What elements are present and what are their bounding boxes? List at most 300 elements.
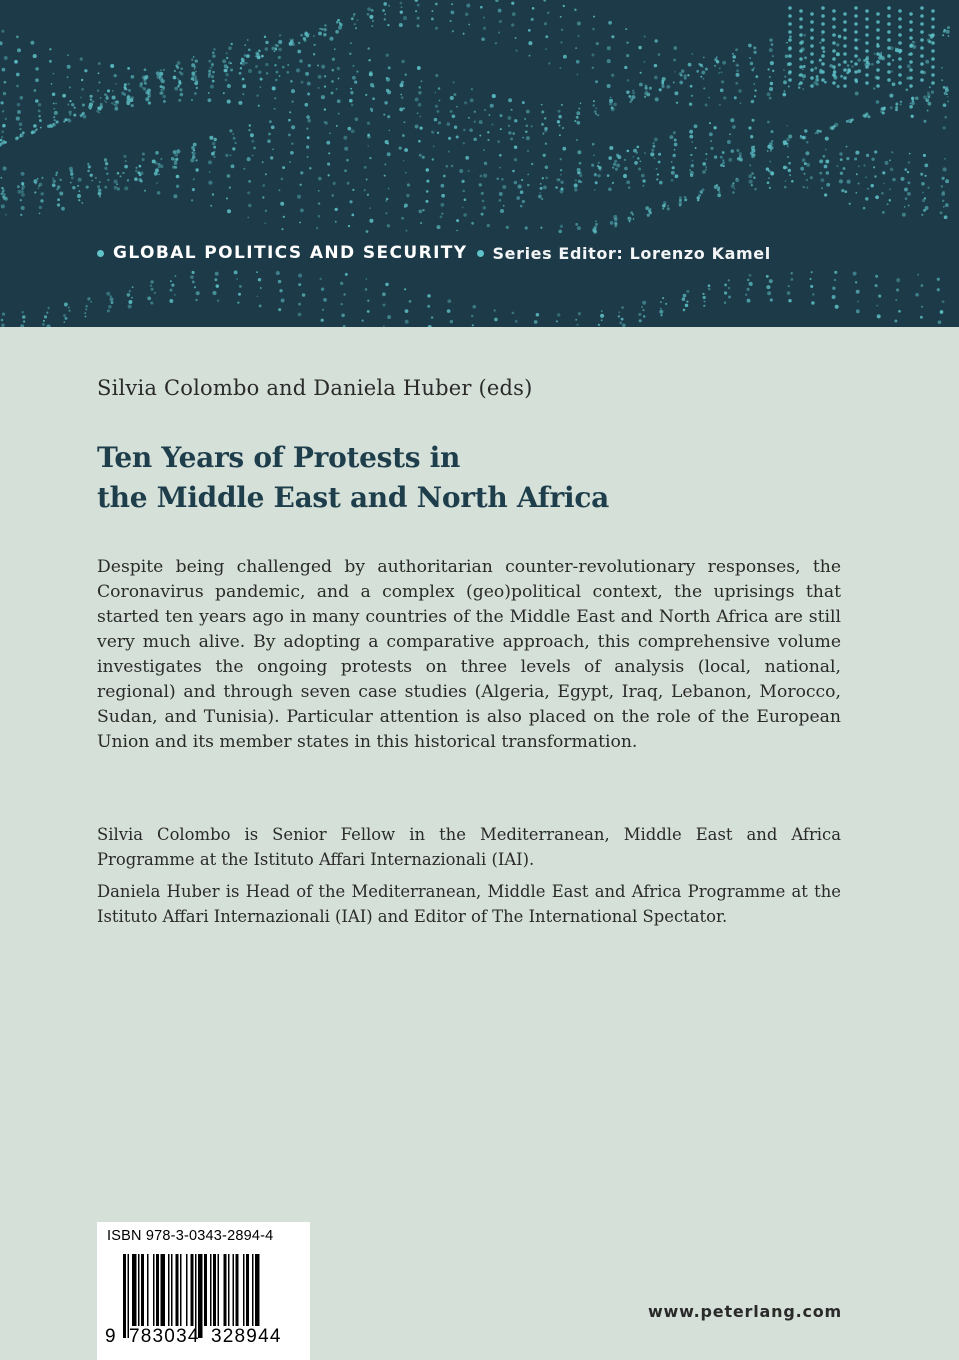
pattern-dot [417, 112, 419, 114]
pattern-dot [228, 46, 232, 50]
pattern-dot [632, 213, 634, 215]
pattern-dot [276, 44, 279, 47]
pattern-dot [560, 158, 562, 160]
pattern-dot [649, 87, 652, 90]
pattern-dot [643, 309, 645, 311]
pattern-dot [452, 30, 454, 32]
pattern-dot [274, 50, 276, 52]
pattern-dot [338, 26, 342, 30]
pattern-dot [616, 163, 620, 167]
pattern-dot [90, 98, 92, 100]
pattern-dot [87, 297, 90, 300]
pattern-dot [38, 115, 41, 118]
pattern-dot [304, 103, 308, 107]
pattern-dot [500, 209, 504, 213]
pattern-dot [921, 182, 925, 186]
pattern-dot [846, 146, 848, 148]
pattern-dot [911, 97, 914, 100]
pattern-dot [679, 81, 683, 85]
pattern-dot [369, 15, 373, 19]
pattern-dot [749, 57, 751, 59]
pattern-dot [35, 182, 37, 184]
pattern-dot [931, 41, 935, 45]
pattern-dot [0, 41, 3, 45]
pattern-dot [179, 88, 182, 91]
pattern-dot [727, 140, 731, 144]
pattern-dot [86, 186, 89, 189]
pattern-dot [824, 81, 827, 84]
pattern-dot [882, 111, 885, 114]
pattern-dot [114, 74, 117, 77]
pattern-dot [161, 89, 163, 91]
pattern-dot [85, 305, 88, 308]
pattern-dot [560, 169, 562, 171]
pattern-dot [474, 111, 476, 113]
pattern-dot [641, 174, 645, 178]
pattern-dot [255, 65, 258, 68]
pattern-dot [306, 115, 310, 119]
pattern-dot [52, 180, 56, 184]
barcode-digits-left: 783034 [129, 1326, 200, 1347]
pattern-dot [840, 172, 843, 175]
pattern-dot [17, 103, 20, 106]
pattern-dot [558, 230, 562, 234]
pattern-dot [386, 54, 389, 57]
pattern-dot [931, 81, 935, 85]
pattern-dot [697, 196, 700, 199]
pattern-dot [691, 95, 693, 97]
pattern-dot [53, 102, 55, 104]
pattern-dot [876, 28, 880, 32]
pattern-dot [404, 288, 406, 290]
pattern-dot [734, 188, 736, 190]
pattern-dot [384, 18, 386, 20]
pattern-dot [754, 95, 756, 97]
pattern-dot [179, 82, 182, 85]
pattern-dot [674, 143, 678, 147]
pattern-dot [222, 59, 226, 63]
pattern-dot [873, 166, 875, 168]
pattern-dot [592, 28, 594, 30]
pattern-dot [876, 305, 878, 307]
pattern-dot [271, 47, 275, 51]
pattern-dot [436, 225, 440, 229]
pattern-dot [736, 69, 739, 72]
pattern-dot [814, 67, 817, 70]
pattern-dot [614, 218, 618, 222]
pattern-dot [316, 227, 318, 229]
pattern-dot [887, 54, 891, 58]
pattern-dot [821, 6, 825, 10]
pattern-dot [52, 93, 56, 97]
pattern-dot [526, 136, 530, 140]
pattern-dot [264, 47, 268, 51]
pattern-dot [69, 114, 71, 116]
pattern-dot [213, 146, 216, 149]
pattern-dot [257, 55, 261, 59]
pattern-dot [788, 6, 792, 10]
pattern-dot [307, 93, 310, 96]
pattern-dot [718, 191, 720, 193]
pattern-dot [944, 158, 946, 160]
pattern-dot [309, 167, 312, 170]
pattern-dot [786, 125, 788, 127]
pattern-dot [479, 183, 482, 186]
pattern-dot [352, 76, 356, 80]
pattern-dot [769, 76, 771, 78]
pattern-dot [97, 89, 99, 91]
pattern-dot [211, 75, 214, 78]
pattern-dot [579, 172, 581, 174]
pattern-dot [575, 319, 577, 321]
pattern-dot [909, 52, 913, 56]
pattern-dot [148, 101, 151, 104]
pattern-dot [691, 164, 694, 167]
pattern-dot [500, 114, 503, 117]
pattern-dot [344, 169, 347, 172]
pattern-dot [555, 186, 558, 189]
pattern-dot [839, 179, 843, 183]
pattern-dot [450, 320, 453, 323]
pattern-dot [282, 228, 284, 230]
pattern-dot [209, 136, 213, 140]
pattern-dot [191, 146, 195, 150]
pattern-dot [42, 323, 45, 326]
pattern-dot [322, 309, 324, 311]
pattern-dot [431, 10, 433, 12]
pattern-dot [349, 99, 353, 103]
pattern-dot [448, 151, 450, 153]
pattern-dot [432, 158, 434, 160]
pattern-dot [942, 191, 945, 194]
pattern-dot [892, 178, 895, 181]
pattern-dot [843, 52, 847, 56]
pattern-dot [520, 205, 523, 208]
pattern-dot [64, 303, 68, 307]
pattern-dot [126, 101, 130, 105]
pattern-dot [208, 181, 212, 185]
pattern-dot [115, 83, 117, 85]
pattern-dot [214, 278, 217, 281]
pattern-dot [783, 166, 787, 170]
pattern-dot [114, 103, 116, 105]
pattern-dot [522, 137, 524, 139]
pattern-dot [156, 71, 160, 75]
pattern-dot [417, 24, 420, 27]
pattern-dot [536, 313, 540, 317]
pattern-dot [265, 41, 268, 44]
pattern-dot [921, 306, 923, 308]
pattern-dot [931, 57, 935, 61]
pattern-dot [621, 318, 624, 321]
pattern-dot [681, 69, 685, 73]
pattern-dot [783, 143, 785, 145]
pattern-dot [645, 87, 648, 90]
pattern-dot [514, 181, 517, 184]
pattern-dot [160, 79, 164, 83]
pattern-dot [163, 69, 165, 71]
pattern-dot [923, 120, 926, 123]
barcode-bar [138, 1254, 140, 1326]
pattern-dot [638, 46, 641, 49]
pattern-dot [225, 73, 228, 76]
pattern-dot [920, 316, 923, 319]
pattern-dot [226, 197, 228, 199]
pattern-dot [920, 30, 924, 34]
pattern-dot [508, 125, 510, 127]
pattern-dot [643, 61, 645, 63]
pattern-dot [667, 205, 669, 207]
pattern-dot [819, 131, 821, 133]
pattern-dot [190, 158, 194, 162]
pattern-dot [471, 88, 473, 90]
pattern-dot [755, 75, 758, 78]
pattern-dot [624, 159, 626, 161]
pattern-dot [21, 206, 25, 210]
pattern-dot [811, 301, 814, 304]
pattern-dot [388, 130, 390, 132]
pattern-dot [560, 41, 562, 43]
pattern-dot [787, 145, 789, 147]
pattern-dot [705, 166, 707, 168]
pattern-dot [909, 36, 913, 40]
pattern-dot [855, 192, 857, 194]
pattern-dot [579, 162, 582, 165]
pattern-dot [647, 214, 650, 217]
pattern-dot [441, 203, 445, 207]
pattern-dot [110, 64, 114, 68]
pattern-dot [580, 103, 582, 105]
pattern-dot [244, 44, 246, 46]
pattern-dot [355, 117, 359, 121]
pattern-dot [816, 83, 819, 86]
pattern-dot [928, 40, 931, 43]
pattern-dot [65, 119, 67, 121]
pattern-dot [33, 54, 37, 58]
series-line [97, 243, 771, 263]
pattern-dot [227, 209, 231, 213]
pattern-dot [403, 107, 405, 109]
pattern-dot [2, 68, 6, 72]
pattern-dot [30, 41, 34, 45]
pattern-dot [337, 67, 340, 70]
pattern-dot [247, 217, 249, 219]
pattern-dot [256, 271, 258, 273]
pattern-dot [700, 76, 702, 78]
pattern-dot [366, 230, 369, 233]
pattern-dot [626, 42, 628, 44]
pattern-dot [607, 59, 611, 63]
pattern-dot [905, 88, 908, 91]
pattern-dot [405, 172, 407, 174]
pattern-dot [63, 121, 65, 123]
pattern-dot [415, 125, 419, 129]
pattern-dot [451, 165, 454, 168]
pattern-dot [337, 99, 341, 103]
pattern-dot [854, 54, 858, 58]
pattern-dot [107, 309, 110, 312]
pattern-dot [464, 198, 467, 201]
pattern-dot [37, 187, 39, 189]
pattern-dot [332, 58, 335, 61]
pattern-dot [426, 190, 429, 193]
pattern-dot [191, 199, 193, 201]
pattern-dot [652, 142, 655, 145]
pattern-dot [595, 220, 597, 222]
pattern-dot [15, 137, 19, 141]
pattern-dot [802, 68, 804, 70]
pattern-dot [435, 105, 438, 108]
barcode-bar [191, 1254, 194, 1326]
pattern-dot [548, 62, 550, 64]
pattern-dot [95, 177, 97, 179]
pattern-dot [931, 17, 935, 21]
pattern-dot [194, 286, 196, 288]
pattern-dot [876, 84, 880, 88]
pattern-dot [117, 187, 120, 190]
pattern-dot [145, 97, 149, 101]
pattern-dot [594, 174, 596, 176]
pattern-dot [753, 146, 755, 148]
pattern-dot [643, 315, 645, 317]
pattern-dot [403, 160, 405, 162]
pattern-dot [788, 285, 790, 287]
pattern-dot [170, 280, 172, 282]
pattern-dot [947, 26, 950, 29]
pattern-dot [491, 123, 493, 125]
pattern-dot [900, 103, 902, 105]
pattern-dot [426, 168, 429, 171]
pattern-dot [174, 166, 177, 169]
pattern-dot [701, 71, 705, 75]
pattern-dot [720, 156, 723, 159]
pattern-dot [832, 65, 836, 69]
pattern-dot [890, 168, 894, 172]
pattern-dot [154, 172, 158, 176]
pattern-dot [175, 158, 178, 161]
pattern-dot [850, 60, 852, 62]
pattern-dot [191, 63, 195, 67]
pattern-dot [768, 170, 771, 173]
pattern-dot [673, 46, 677, 50]
dotted-pattern [0, 0, 959, 327]
pattern-dot [671, 161, 673, 163]
pattern-dot [53, 73, 55, 75]
pattern-dot [483, 206, 486, 209]
pattern-dot [174, 87, 178, 91]
pattern-dot [239, 72, 242, 75]
pattern-dot [81, 202, 83, 204]
pattern-dot [355, 27, 357, 29]
pattern-dot [683, 309, 686, 312]
pattern-dot [865, 41, 869, 45]
pattern-dot [863, 207, 866, 210]
pattern-dot [387, 24, 389, 26]
pattern-dot [812, 293, 814, 295]
pattern-dot [810, 20, 814, 24]
pattern-dot [279, 289, 282, 292]
pattern-dot [278, 189, 280, 191]
pattern-dot [874, 53, 876, 55]
pattern-dot [610, 97, 612, 99]
pattern-dot [688, 63, 692, 67]
pattern-dot [909, 20, 913, 24]
pattern-dot [752, 155, 754, 157]
pattern-dot [242, 84, 246, 88]
pattern-dot [20, 324, 24, 327]
pattern-dot [147, 297, 151, 301]
pattern-dot [210, 205, 212, 207]
pattern-dot [34, 89, 37, 92]
pattern-dot [819, 59, 822, 62]
pattern-dot [941, 79, 943, 81]
pattern-dot [858, 165, 860, 167]
pattern-dot [497, 140, 500, 143]
pattern-dot [345, 273, 348, 276]
pattern-dot [38, 110, 41, 113]
pattern-dot [301, 81, 304, 84]
pattern-dot [508, 131, 511, 134]
barcode-bar [186, 1254, 188, 1326]
pattern-dot [110, 297, 114, 301]
pattern-dot [176, 149, 180, 153]
pattern-dot [387, 152, 391, 156]
pattern-dot [641, 306, 643, 308]
pattern-dot [288, 119, 291, 122]
publisher-url[interactable]: www.peterlang.com [647, 1302, 842, 1321]
pattern-dot [468, 24, 470, 26]
pattern-dot [882, 57, 886, 61]
pattern-dot [788, 169, 791, 172]
pattern-dot [193, 56, 195, 58]
pattern-dot [563, 55, 567, 59]
pattern-dot [372, 85, 375, 88]
pattern-dot [324, 75, 326, 77]
pattern-dot [821, 62, 825, 66]
pattern-dot [258, 105, 260, 107]
pattern-dot [162, 95, 166, 99]
pattern-dot [177, 85, 179, 87]
pattern-dot [144, 190, 146, 192]
pattern-dot [890, 106, 893, 109]
pattern-dot [844, 190, 847, 193]
pattern-dot [597, 162, 599, 164]
pattern-dot [679, 196, 682, 199]
pattern-dot [127, 179, 129, 181]
pattern-dot [372, 97, 375, 100]
pattern-dot [336, 21, 339, 24]
pattern-dot [252, 155, 254, 157]
pattern-dot [578, 180, 581, 183]
pattern-dot [308, 64, 311, 67]
pattern-dot [624, 66, 627, 69]
pattern-dot [335, 208, 338, 211]
pattern-dot [843, 84, 847, 88]
pattern-dot [158, 166, 160, 168]
pattern-dot [213, 156, 215, 158]
pattern-dot [753, 46, 756, 49]
pattern-dot [500, 128, 502, 130]
pattern-dot [515, 320, 518, 323]
pattern-dot [562, 127, 564, 129]
pattern-dot [769, 38, 772, 41]
pattern-dot [854, 70, 858, 74]
pattern-dot [57, 198, 60, 201]
pattern-dot [836, 43, 839, 46]
pattern-dot [810, 52, 814, 56]
pattern-dot [838, 35, 842, 39]
pattern-dot [767, 291, 771, 295]
